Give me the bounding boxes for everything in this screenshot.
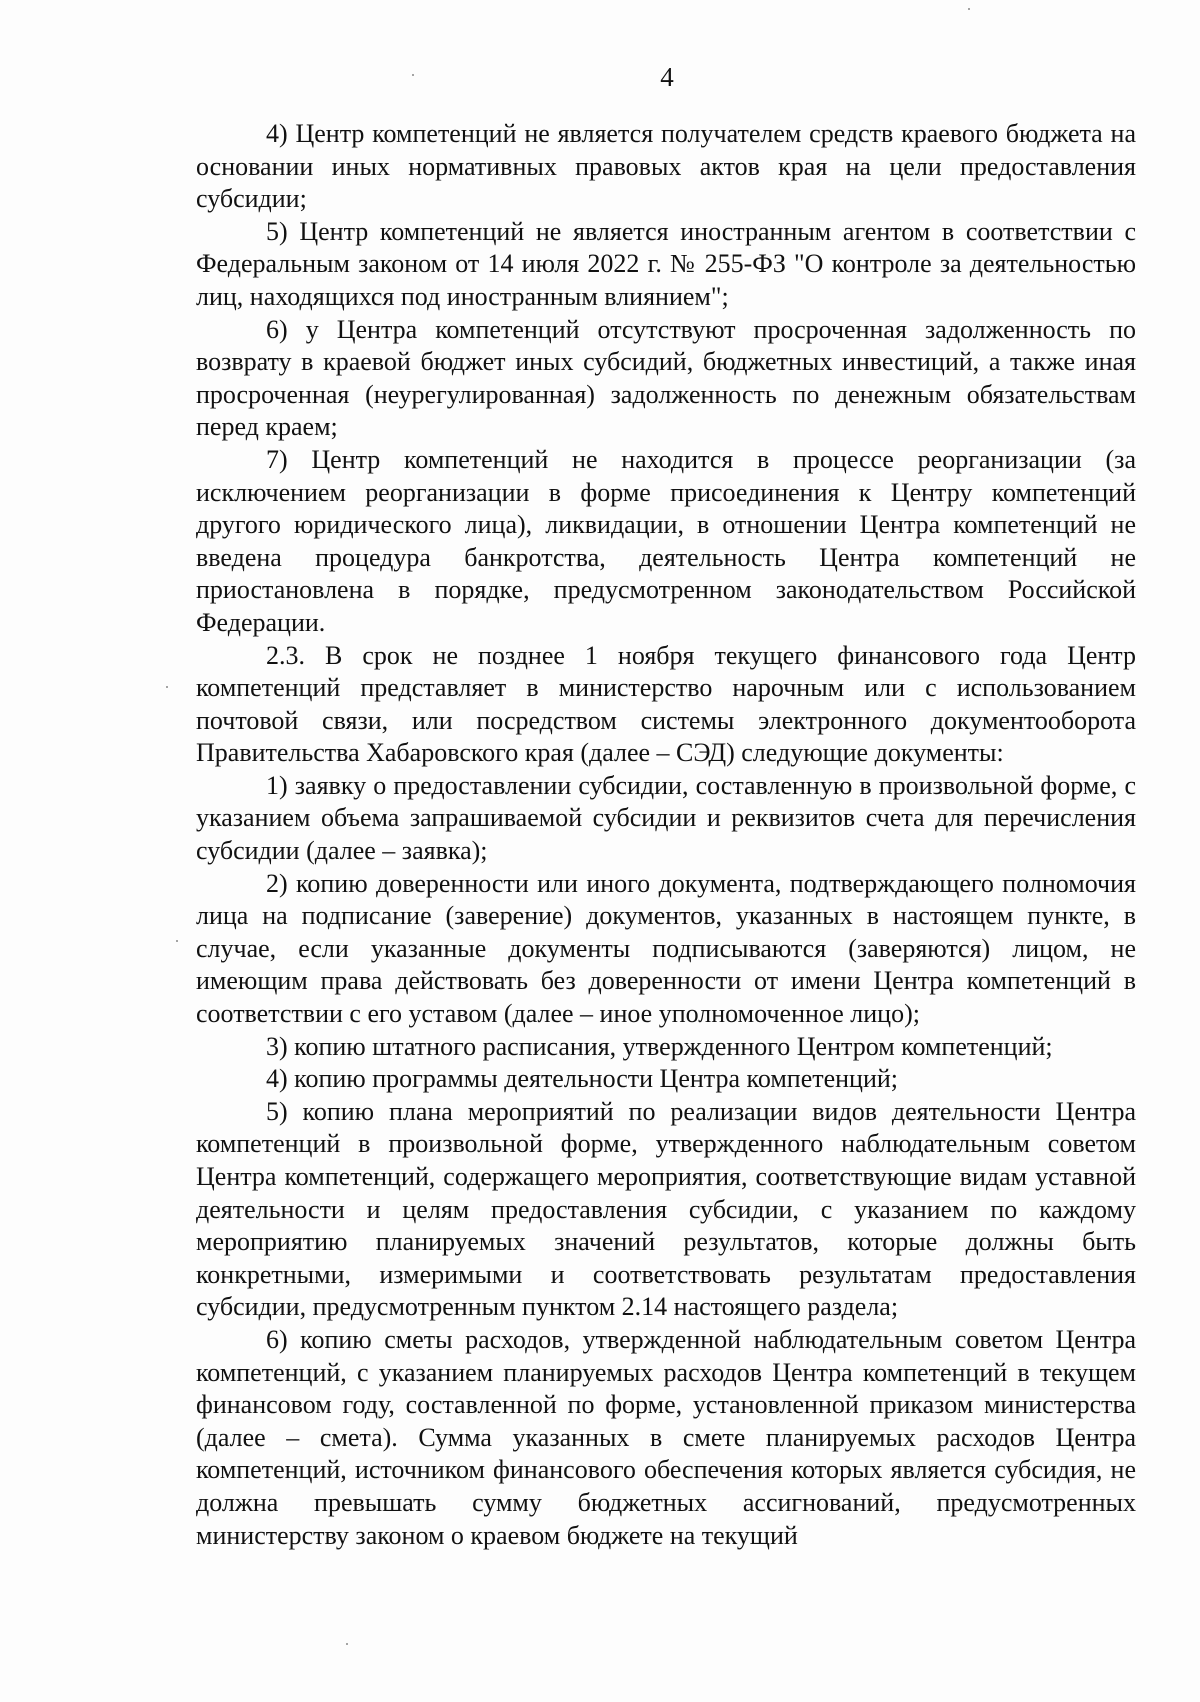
paragraph-doc-5: 5) копию плана мероприятий по реализации видов деятельности Центра компетенций в произвольной форме, утвержденного наблюдательным советом Центра компетенций, содержащего мероприятия, соответствующие видам уставной деятельности и целям предоставления субсидии, с указанием по каждому мероприятию планируемых значений результатов, которые должны быть конкретными, измеримыми и соответствовать результатам предоставления субсидии, предусмотренным пунктом 2.14 настоящего раздела; (196, 1096, 1136, 1322)
scan-speck (166, 686, 168, 688)
paragraph-doc-2: 2) копию доверенности или иного документа, подтверждающего полномочия лица на подписание (заверение) документов, указанных в настоящем пункте, в случае, если указанные документы подписываются (заверяются) лицом, не имеющим права действовать без доверенности от имени Центра компетенций в соответствии с его уставом (далее – иное уполномоченное лицо); (196, 868, 1136, 1029)
scan-speck (968, 8, 970, 10)
paragraph-section-2-3: 2.3. В срок не позднее 1 ноября текущего финансового года Центр компетенций представляет в министерство нарочным или с использованием почтовой связи, или посредством системы электронного документооборота Правительства Хабаровского края (далее – СЭД) следующие документы: (196, 640, 1136, 768)
paragraph-doc-4: 4) копию программы деятельности Центра компетенций; (266, 1064, 899, 1094)
paragraph-item-4: 4) Центр компетенций не является получателем средств краевого бюджета на основании иных нормативных правовых актов края на цели предоставления субсидии; (196, 119, 1136, 214)
paragraph-item-6: 6) у Центра компетенций отсутствуют просроченная задолженность по возврату в краевой бюджет иных субсидий, бюджетных инвестиций, а также иная просроченная (неурегулированная) задолженность по денежным обязательствам перед краем; (196, 314, 1136, 442)
paragraph-doc-1: 1) заявку о предоставлении субсидии, составленную в произвольной форме, с указанием объема запрашиваемой субсидии и реквизитов счета для перечисления субсидии (далее – заявка); (196, 770, 1136, 866)
scan-speck (412, 74, 414, 76)
paragraph-item-7: 7) Центр компетенций не находится в процессе реорганизации (за исключением реорганизации в форме присоединения к Центру компетенций другого юридического лица), ликвидации, в отношении Центра компетенций не введена процедура банкротства, деятельность Центра компетенций не приостановлена в порядке, предусмотренном законодательством Российской Федерации. (196, 444, 1136, 637)
scan-speck (176, 940, 178, 942)
scan-speck (346, 1643, 348, 1645)
paragraph-item-5: 5) Центр компетенций не является иностранным агентом в соответствии с Федеральным законом от 14 июля 2022 г. № 255-ФЗ "О контроле за деятельностью лиц, находящихся под иностранным влиянием"; (196, 216, 1136, 311)
document-body (196, 118, 1136, 1552)
paragraph-doc-3: 3) копию штатного расписания, утвержденного Центром компетенций; (266, 1031, 1053, 1061)
page-number: 4 (660, 62, 674, 92)
paragraph-doc-6: 6) копию сметы расходов, утвержденной наблюдательным советом Центра компетенций, с указанием планируемых расходов Центра компетенций в текущем финансовом году, составленной по форме, установленной приказом министерства (далее – смета). Сумма указанных в смете планируемых расходов Центра компетенций, источником финансового обеспечения которых является субсидия, не должна превышать сумму бюджетных ассигнований, предусмотренных министерству законом о краевом бюджете на текущий (196, 1324, 1136, 1550)
